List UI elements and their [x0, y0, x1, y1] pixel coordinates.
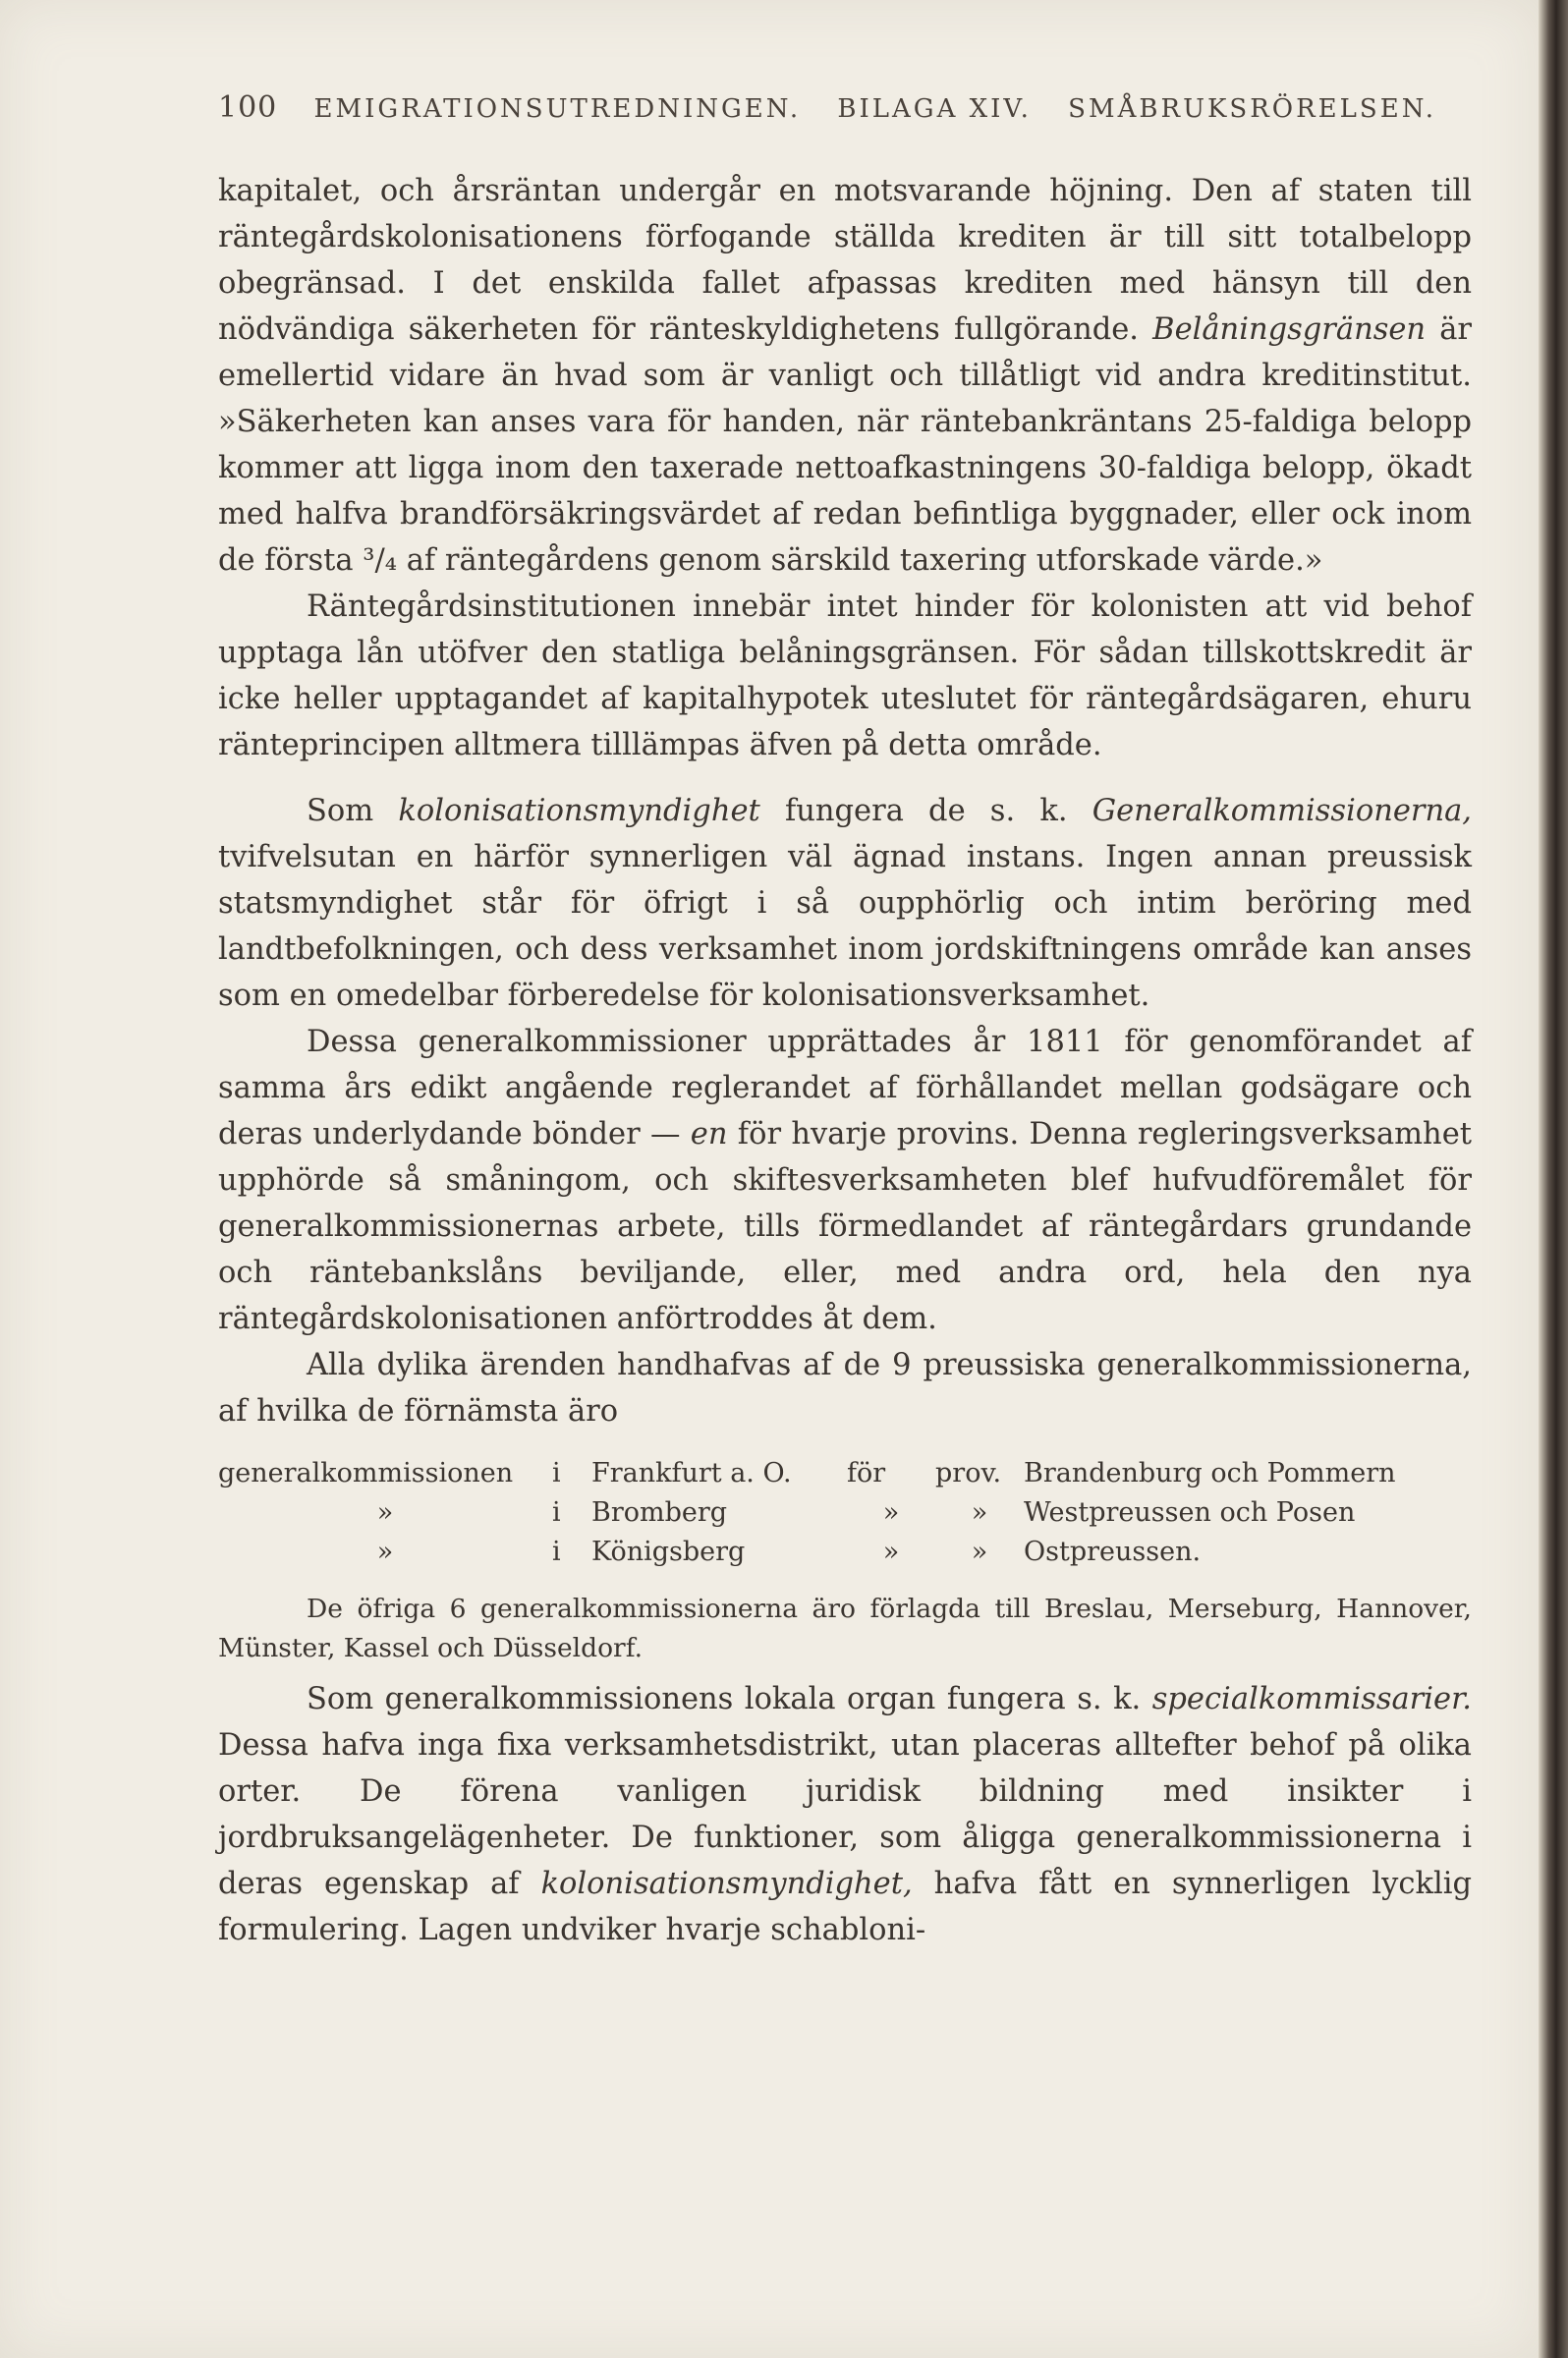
paragraph-3-text-c: tvifvelsutan en härför synnerligen väl ägnad instans. Ingen annan preussisk statsmyndighet står för öfrigt i så oupphörlig och intim beröring med landtbefolkningen, och dess verksamhet inom jordskiftningens område kan anses som en omedelbar förberedelse för kolonisationsverksamhet. — [218, 840, 1472, 1013]
section-title: SMÅBRUKSRÖRELSEN. — [1068, 94, 1437, 124]
list-item — [218, 1533, 1472, 1572]
commission-area: Brandenburg och Pommern — [1024, 1458, 1396, 1488]
commission-for: » — [882, 1537, 900, 1567]
paragraph-6-text-b: Dessa hafva inga fixa verksamhetsdistrikt, utan placeras alltefter behof på olika orter. De förena vanligen juridisk bildning med insikter i jordbruksangelägenheter. De funktioner, som åligga generalkommissionerna i deras egenskap af — [218, 1728, 1472, 1901]
list-item — [218, 1493, 1472, 1533]
term-kolonisationsmyndighet: kolonisationsmyndighet — [398, 794, 760, 828]
paragraph-6-text-c: hafva fått en synnerligen lycklig formulering. Lagen undviker hvarje schabloni- — [218, 1867, 1473, 1947]
commission-prov: » — [971, 1497, 988, 1528]
commission-city: Frankfurt a. O. — [591, 1458, 792, 1488]
paragraph-1-text-a: kapitalet, och årsräntan undergår en motsvarande höjning. Den af staten till räntegårdskolonisationens förfogande ställda krediten är till sitt totalbelopp obegränsad. I det enskilda fallet afpassas krediten med hänsyn till den nödvändiga säkerheten för ränteskyldighetens fullgörande. — [218, 174, 1472, 347]
term-generalkommissionerna: Generalkommissionerna, — [1092, 794, 1472, 828]
commissions-list — [218, 1454, 1472, 1572]
commission-city: Bromberg — [591, 1497, 728, 1528]
paragraph-2: Räntegårdsinstitutionen innebär intet hinder för kolonisten att vid behof upptaga lån utöfver den statliga belåningsgränsen. För sådan tillskottskredit är icke heller upptagandet af kapitalhypotek uteslutet för räntegårdsägaren, ehuru ränteprincipen alltmera tilllämpas äfven på detta område. — [218, 590, 1472, 762]
paragraph-3-text-b: fungera de s. k. — [759, 794, 1092, 828]
commission-prep: i — [552, 1458, 561, 1488]
paragraph-4 — [218, 1019, 1472, 1342]
term-kolonisationsmyndighet-2: kolonisationsmyndighet, — [540, 1867, 913, 1901]
commission-area: Ostpreussen. — [1024, 1537, 1202, 1567]
commission-area: Westpreussen och Posen — [1024, 1497, 1356, 1528]
commission-prep: i — [552, 1537, 561, 1567]
paragraph-3-text-a: Som — [307, 794, 399, 828]
list-item — [218, 1454, 1472, 1493]
commission-prov: » — [971, 1537, 988, 1567]
note-other-commissions: De öfriga 6 generalkommissionerna äro förlagda till Breslau, Merseburg, Hannover, Münster, Kassel och Düsseldorf. — [218, 1594, 1472, 1663]
paragraph-6 — [218, 1676, 1472, 1953]
appendix-label: BILAGA XIV. — [837, 94, 1032, 124]
term-en: en — [690, 1117, 728, 1151]
commission-name: generalkommissionen — [218, 1458, 514, 1488]
paragraph-4-text-a: Dessa generalkommissioner upprättades år 1811 för genomförandet af samma års edikt angående reglerandet af förhållandet mellan godsägare och deras underlydande bönder — — [218, 1025, 1472, 1151]
commission-name: » — [376, 1537, 394, 1567]
paragraph-4-text-b: för hvarje provins. Denna regleringsverksamhet upphörde så småningom, och skiftesverksamheten blef hufvudföremålet för generalkommissionernas arbete, tills förmedlandet af räntegårdars grundande och räntebankslåns beviljande, eller, med andra ord, hela den nya räntegårdskolonisationen anförtroddes åt dem. — [218, 1117, 1472, 1336]
paragraph-1 — [218, 168, 1472, 584]
paragraph-5: Alla dylika ärenden handhafvas af de 9 preussiska generalkommissionerna, af hvilka de förnämsta äro — [218, 1348, 1472, 1429]
page-content — [218, 90, 1472, 1953]
term-belaningsgransen: Belåningsgränsen — [1152, 312, 1427, 347]
commission-name: » — [376, 1497, 394, 1528]
commission-for: för — [847, 1458, 886, 1488]
paragraph-6-text-a: Som generalkommissionens lokala organ fungera s. k. — [307, 1682, 1152, 1716]
commission-city: Königsberg — [591, 1537, 746, 1567]
page-number: 100 — [218, 90, 278, 125]
paragraph-3 — [218, 788, 1472, 1019]
commission-prov: prov. — [935, 1458, 1002, 1488]
running-header — [218, 90, 1472, 125]
commission-for: » — [882, 1497, 900, 1528]
paragraph-1-text-b: är emellertid vidare än hvad som är vanligt och tillåtligt vid andra kreditinstitut. »Säkerheten kan anses vara för handen, när räntebankräntans 25-faldiga belopp kommer att ligga inom den taxerade nettoafkastningens 30-faldiga belopp, ökadt med halfva brandförsäkringsvärdet af redan befintliga byggnader, eller ock inom de första ³/₄ af räntegårdens genom särskild taxering utforskade värde.» — [218, 312, 1472, 578]
book-spine — [1539, 0, 1568, 2358]
running-title: EMIGRATIONSUTREDNINGEN. — [313, 94, 802, 124]
commission-prep: i — [552, 1497, 561, 1528]
term-specialkommissarier: specialkommissarier. — [1151, 1682, 1472, 1716]
